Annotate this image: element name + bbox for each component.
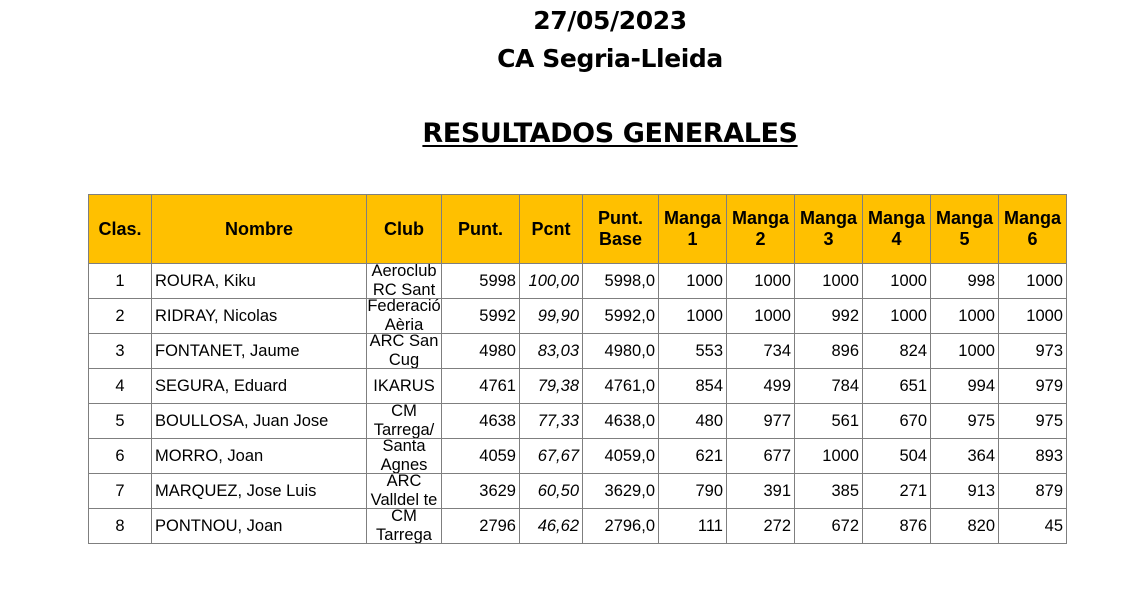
cell-manga-6: 893 — [999, 439, 1067, 474]
cell-punt: 4638 — [442, 404, 520, 439]
cell-clas: 3 — [89, 334, 152, 369]
col-header-punt: Punt. — [442, 195, 520, 264]
cell-manga-4: 1000 — [863, 264, 931, 299]
cell-clas: 7 — [89, 474, 152, 509]
cell-manga-6: 975 — [999, 404, 1067, 439]
col-header-manga-4: Manga 4 — [863, 195, 931, 264]
cell-manga-3: 784 — [795, 369, 863, 404]
cell-clas: 8 — [89, 509, 152, 544]
cell-manga-5: 1000 — [931, 299, 999, 334]
cell-manga-2: 1000 — [727, 299, 795, 334]
cell-pcnt: 46,62 — [520, 509, 583, 544]
club-name: ARC San Cug — [369, 334, 439, 368]
event-venue: CA Segria-Lleida — [497, 44, 723, 73]
cell-manga-1: 790 — [659, 474, 727, 509]
cell-manga-1: 553 — [659, 334, 727, 369]
club-name: CM Tarrega — [376, 509, 432, 543]
cell-clas: 2 — [89, 299, 152, 334]
cell-manga-6: 1000 — [999, 299, 1067, 334]
results-title: RESULTADOS GENERALES — [422, 118, 798, 149]
cell-nombre: BOULLOSA, Juan Jose — [152, 404, 367, 439]
cell-manga-1: 854 — [659, 369, 727, 404]
cell-punt-base: 3629,0 — [583, 474, 659, 509]
cell-manga-2: 391 — [727, 474, 795, 509]
club-name: Santa Agnes — [380, 439, 428, 473]
cell-manga-3: 1000 — [795, 264, 863, 299]
cell-nombre: PONTNOU, Joan — [152, 509, 367, 544]
cell-pcnt: 100,00 — [520, 264, 583, 299]
cell-pcnt: 67,67 — [520, 439, 583, 474]
cell-manga-6: 45 — [999, 509, 1067, 544]
cell-pcnt: 79,38 — [520, 369, 583, 404]
cell-nombre: FONTANET, Jaume — [152, 334, 367, 369]
col-header-manga-5: Manga 5 — [931, 195, 999, 264]
cell-manga-6: 879 — [999, 474, 1067, 509]
cell-manga-2: 1000 — [727, 264, 795, 299]
cell-manga-3: 385 — [795, 474, 863, 509]
cell-manga-4: 504 — [863, 439, 931, 474]
cell-manga-6: 979 — [999, 369, 1067, 404]
cell-manga-3: 992 — [795, 299, 863, 334]
cell-manga-2: 734 — [727, 334, 795, 369]
club-name: Aeroclub RC Sant — [371, 264, 437, 298]
club-name: Federació Aèria — [367, 299, 441, 333]
cell-manga-5: 994 — [931, 369, 999, 404]
cell-manga-4: 670 — [863, 404, 931, 439]
col-header-clas: Clas. — [89, 195, 152, 264]
cell-manga-5: 998 — [931, 264, 999, 299]
cell-manga-4: 271 — [863, 474, 931, 509]
cell-manga-2: 499 — [727, 369, 795, 404]
cell-manga-2: 272 — [727, 509, 795, 544]
cell-punt: 4980 — [442, 334, 520, 369]
cell-manga-5: 1000 — [931, 334, 999, 369]
table-row — [89, 369, 1067, 404]
cell-manga-6: 973 — [999, 334, 1067, 369]
cell-punt: 4059 — [442, 439, 520, 474]
cell-manga-3: 672 — [795, 509, 863, 544]
cell-clas: 6 — [89, 439, 152, 474]
club-name: IKARUS — [373, 376, 435, 395]
cell-club — [367, 439, 442, 474]
cell-punt: 5998 — [442, 264, 520, 299]
cell-punt: 4761 — [442, 369, 520, 404]
col-header-punt-base: Punt. Base — [583, 195, 659, 264]
cell-club — [367, 369, 442, 404]
cell-nombre: MORRO, Joan — [152, 439, 367, 474]
cell-club — [367, 474, 442, 509]
table-row — [89, 474, 1067, 509]
cell-manga-2: 677 — [727, 439, 795, 474]
cell-manga-1: 480 — [659, 404, 727, 439]
cell-clas: 1 — [89, 264, 152, 299]
cell-pcnt: 83,03 — [520, 334, 583, 369]
cell-manga-1: 111 — [659, 509, 727, 544]
cell-manga-6: 1000 — [999, 264, 1067, 299]
table-row — [89, 404, 1067, 439]
col-header-manga-2: Manga 2 — [727, 195, 795, 264]
cell-nombre: ROURA, Kiku — [152, 264, 367, 299]
cell-manga-5: 364 — [931, 439, 999, 474]
cell-club — [367, 334, 442, 369]
cell-punt: 2796 — [442, 509, 520, 544]
cell-punt-base: 4638,0 — [583, 404, 659, 439]
table-row — [89, 264, 1067, 299]
cell-pcnt: 99,90 — [520, 299, 583, 334]
col-header-pcnt: Pcnt — [520, 195, 583, 264]
cell-manga-4: 876 — [863, 509, 931, 544]
cell-manga-1: 621 — [659, 439, 727, 474]
table-header-row — [89, 195, 1067, 264]
cell-manga-3: 1000 — [795, 439, 863, 474]
cell-club — [367, 509, 442, 544]
cell-punt-base: 5998,0 — [583, 264, 659, 299]
cell-punt-base: 5992,0 — [583, 299, 659, 334]
cell-club — [367, 264, 442, 299]
cell-manga-2: 977 — [727, 404, 795, 439]
cell-punt: 3629 — [442, 474, 520, 509]
col-header-manga-3: Manga 3 — [795, 195, 863, 264]
club-name: CM Tarrega/ — [373, 404, 435, 438]
club-name: ARC Valldel te — [370, 474, 438, 508]
results-table — [88, 194, 1067, 544]
cell-club — [367, 299, 442, 334]
cell-manga-3: 896 — [795, 334, 863, 369]
cell-manga-5: 913 — [931, 474, 999, 509]
table-row — [89, 299, 1067, 334]
cell-manga-1: 1000 — [659, 264, 727, 299]
col-header-club: Club — [367, 195, 442, 264]
cell-punt-base: 4059,0 — [583, 439, 659, 474]
col-header-nombre: Nombre — [152, 195, 367, 264]
cell-punt: 5992 — [442, 299, 520, 334]
cell-manga-1: 1000 — [659, 299, 727, 334]
cell-clas: 5 — [89, 404, 152, 439]
cell-clas: 4 — [89, 369, 152, 404]
cell-punt-base: 4980,0 — [583, 334, 659, 369]
cell-manga-4: 651 — [863, 369, 931, 404]
table-row — [89, 509, 1067, 544]
table-row — [89, 334, 1067, 369]
cell-punt-base: 4761,0 — [583, 369, 659, 404]
cell-nombre: RIDRAY, Nicolas — [152, 299, 367, 334]
cell-manga-5: 820 — [931, 509, 999, 544]
cell-manga-4: 1000 — [863, 299, 931, 334]
table-row — [89, 439, 1067, 474]
cell-punt-base: 2796,0 — [583, 509, 659, 544]
cell-pcnt: 77,33 — [520, 404, 583, 439]
cell-nombre: MARQUEZ, Jose Luis — [152, 474, 367, 509]
col-header-manga-6: Manga 6 — [999, 195, 1067, 264]
cell-club — [367, 404, 442, 439]
col-header-manga-1: Manga 1 — [659, 195, 727, 264]
cell-pcnt: 60,50 — [520, 474, 583, 509]
cell-nombre: SEGURA, Eduard — [152, 369, 367, 404]
cell-manga-3: 561 — [795, 404, 863, 439]
event-date: 27/05/2023 — [533, 6, 687, 35]
cell-manga-5: 975 — [931, 404, 999, 439]
cell-manga-4: 824 — [863, 334, 931, 369]
